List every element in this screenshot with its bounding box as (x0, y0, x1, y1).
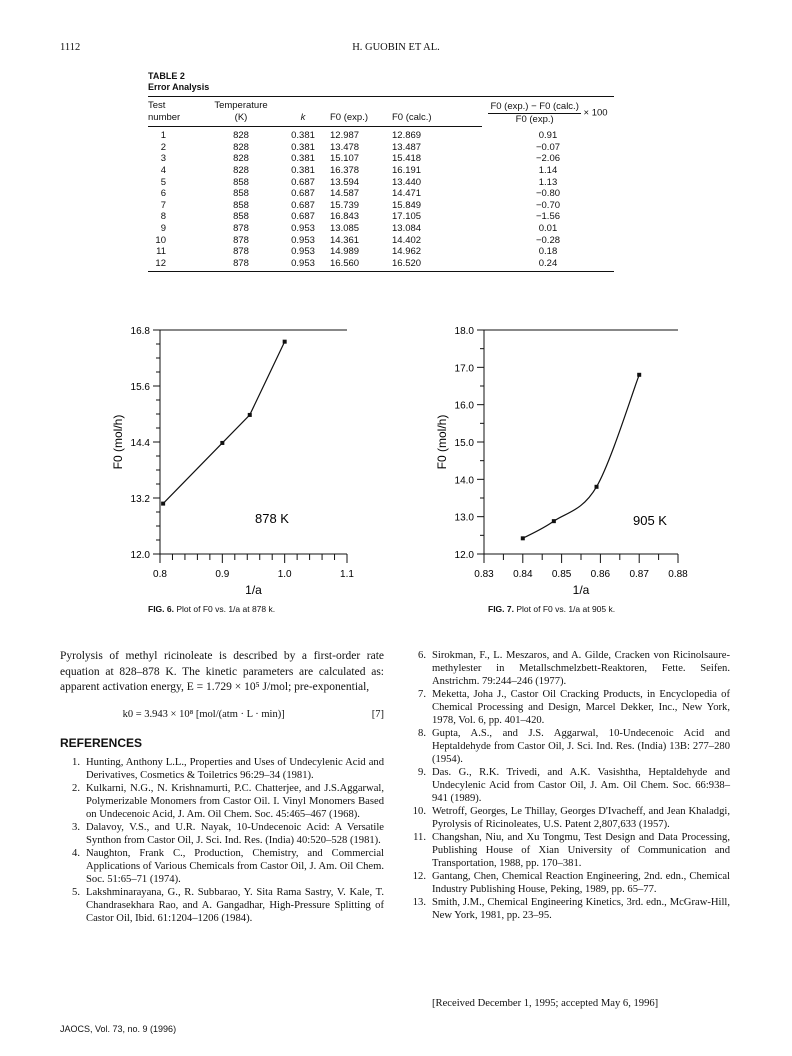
table-cell: 828 (233, 130, 249, 142)
table-cell (148, 258, 206, 272)
y-tick-label: 17.0 (454, 363, 474, 375)
table-cell: 0.953 (291, 234, 315, 246)
data-point (248, 413, 252, 417)
table-row (148, 142, 614, 154)
table-cell (148, 235, 206, 247)
y-tick-label: 16.8 (130, 326, 150, 337)
table-cell: 15.107 (330, 153, 360, 165)
reference-number: 12. (412, 871, 426, 882)
test-number-value: 6 (160, 188, 166, 200)
received-note: [Received December 1, 1995; accepted May 6, 1996] (432, 998, 659, 1009)
table-cell: 16.378 (330, 164, 360, 176)
reference-text: Wetroff, Georges, Le Thillay, Georges D'Ivacheff, and Jean Khaladgi, Pyrolysis of Ricinoleates, U.S. Patent 2,807,633 (1957). (432, 806, 730, 830)
table-cell: 0.24 (482, 258, 614, 272)
references-heading: REFERENCES (60, 736, 143, 750)
reference-text: Smith, J.M., Chemical Engineering Kinetics, 3rd. edn., McGraw-Hill, New York, 1981, pp. 23–95. (432, 897, 730, 921)
table-title (148, 71, 209, 93)
table-cell (148, 211, 206, 223)
figure-7-label: FIG. 7. (488, 604, 514, 614)
y-tick-label: 15.0 (454, 438, 474, 449)
table-cell: 14.989 (330, 246, 360, 258)
table-cell: 15.418 (392, 153, 422, 165)
table-cell: 13.440 (392, 176, 422, 188)
table-cell (148, 165, 206, 177)
table-cell: 12.987 (330, 130, 360, 142)
reference-text: Das. G., R.K. Trivedi, and A.K. Vasishtha, Heptaldehyde and Undecylenic Acid from Castor Oil, J. Am. Oil Chem. Soc. 66:938–941 (1989). (432, 767, 730, 804)
table-cell: 828 (233, 153, 249, 165)
reference-item (408, 688, 730, 727)
table-cell: −0.07 (535, 141, 561, 153)
table-cell: 0.381 (291, 141, 315, 153)
reference-item (62, 886, 384, 925)
reference-number: 1. (72, 757, 80, 768)
table-body (148, 127, 614, 272)
reference-text: Changshan, Niu, and Xu Tongmu, Test Design and Data Processing, Publishing House of Xian University of Communication and Transportation, 1988, pp. 170–381. (432, 832, 730, 869)
col-test: Test (148, 97, 206, 112)
y-tick-label: 14.4 (130, 438, 150, 449)
reference-item (408, 649, 730, 688)
table-cell: 878 (233, 222, 249, 234)
x-tick-label: 0.86 (590, 569, 611, 580)
table-cell: 0.01 (538, 222, 558, 234)
table-cell: 13.594 (330, 176, 360, 188)
reference-number: 4. (72, 848, 80, 859)
figure-6-chart (100, 318, 370, 598)
x-tick-label: 0.85 (551, 569, 572, 580)
table-cell: 0.687 (291, 211, 315, 223)
table-subtitle: Error Analysis (148, 82, 210, 92)
reference-text: Kulkarni, N.G., N. Krishnamurti, P.C. Chatterjee, and J.S.Aggarwal, Polymerizable Monomers from Castor Oil. I. Vinyl Monomers Based on Undecenoic Acid, J. Am. Oil Chem. Soc. 45:465–467 (1968). (86, 783, 384, 820)
table-cell: 858 (233, 199, 249, 211)
table-cell: −0.80 (535, 188, 561, 200)
table-cell: 0.953 (291, 222, 315, 234)
y-tick-label: 14.0 (454, 475, 474, 487)
reference-number: 7. (418, 689, 426, 700)
reference-text: Sirokman, F., L. Meszaros, and A. Gilde, Cracken von Ricinolsaure-methylester in Metallschmelzbett-Reaktoren, Fette. Seifen. Anstrichm. 79:244–246 (1977). (432, 650, 730, 687)
table-row (148, 127, 614, 142)
y-tick-label: 16.0 (454, 400, 474, 412)
reference-item (408, 727, 730, 766)
table-cell: 14.962 (392, 246, 422, 258)
x-tick-label: 0.87 (629, 569, 649, 580)
test-number-value: 7 (160, 199, 166, 211)
test-number-value: 8 (160, 211, 166, 223)
series-line (163, 342, 285, 504)
table-cell: −1.56 (535, 211, 561, 223)
data-point (161, 502, 165, 506)
table-cell: 0.381 (291, 153, 315, 165)
running-head: H. GUOBIN ET AL. (352, 42, 440, 53)
reference-text: Gantang, Chen, Chemical Reaction Engineering, 2nd. edn., Chemical Industry Publishing House, Peking, 1989, pp. 65–77. (432, 871, 730, 895)
test-number-value: 2 (160, 141, 166, 153)
table-cell: 14.361 (330, 234, 360, 246)
table-cell: 0.953 (276, 258, 330, 272)
reference-text: Gupta, A.S., and J.S. Aggarwal, 10-Undecenoic Acid and Heptaldehyde from Castor Oil, J. Sci. Ind. Res. (India) 13B: 277–280 (1954). (432, 728, 730, 765)
table-cell: 14.587 (330, 188, 360, 200)
data-point (283, 340, 287, 344)
error-multiplier: × 100 (583, 107, 608, 119)
table-cell: 0.953 (291, 246, 315, 258)
table-cell (148, 142, 206, 154)
y-tick-label: 12.0 (130, 550, 150, 561)
x-tick-label: 0.8 (153, 569, 167, 580)
journal-footer: JAOCS, Vol. 73, no. 9 (1996) (60, 1024, 177, 1034)
table-cell: 878 (206, 258, 276, 272)
x-tick-label: 1.0 (277, 569, 292, 580)
table-cell: 858 (233, 211, 249, 223)
equation (60, 709, 384, 720)
table-cell: 1.13 (538, 176, 558, 188)
test-number-value: 1 (160, 130, 166, 142)
x-tick-label: 0.83 (474, 569, 494, 580)
error-fraction (488, 101, 580, 125)
error-denominator: F0 (exp.) (515, 113, 554, 125)
figure-7-text: Plot of F0 vs. 1/a at 905 k. (516, 604, 616, 614)
table-cell: 17.105 (392, 211, 422, 223)
chart-annotation: 905 K (633, 513, 667, 528)
col-f0-calc: F0 (calc.) (392, 112, 482, 127)
table-cell: 15.739 (330, 199, 360, 211)
table-cell: 858 (233, 176, 249, 188)
table-cell (148, 188, 206, 200)
reference-item (408, 766, 730, 805)
y-tick-label: 13.0 (454, 512, 474, 524)
table-cell: 0.687 (291, 176, 315, 188)
reference-number: 10. (412, 806, 426, 817)
reference-text: Hunting, Anthony L.L., Properties and Uses of Undecylenic Acid and Derivatives, Cosmetics & Toiletrics 96:29–34 (1981). (86, 757, 384, 781)
y-tick-label: 12.0 (454, 550, 474, 561)
y-tick-label: 18.0 (454, 326, 474, 337)
equation-number: [7] (371, 709, 384, 720)
chart-annotation: 878 K (255, 511, 289, 526)
x-tick-label: 0.9 (215, 569, 230, 580)
table-cell: 878 (233, 246, 249, 258)
reference-number: 2. (72, 783, 80, 794)
table-cell: 16.843 (330, 211, 360, 223)
equation-text: k0 = 3.943 × 10⁸ [mol/(atm · L · min)] (122, 709, 285, 720)
references-list-right (408, 649, 730, 922)
test-number-value: 3 (160, 153, 166, 165)
table-row (148, 200, 614, 212)
table-cell: 878 (233, 234, 249, 246)
table-cell: 12.869 (392, 130, 422, 142)
table-cell: 0.381 (291, 130, 315, 142)
reference-number: 6. (418, 650, 426, 661)
table-cell: 15.849 (392, 199, 422, 211)
test-number-value: 10 (155, 234, 166, 246)
table-cell: 13.487 (392, 141, 422, 153)
col-f0-exp: F0 (exp.) (330, 112, 392, 127)
table-cell: 16.191 (392, 164, 422, 176)
table-row (148, 188, 614, 200)
test-number-value: 4 (160, 164, 166, 176)
data-point (521, 536, 525, 540)
table-cell (148, 223, 206, 235)
reference-item (408, 896, 730, 922)
table-cell (148, 153, 206, 165)
table-cell: 1.14 (538, 164, 558, 176)
y-axis-label: F0 (mol/h) (435, 414, 449, 470)
reference-number: 3. (72, 822, 80, 833)
x-tick-label: 0.84 (513, 569, 533, 580)
data-point (595, 485, 599, 489)
table-cell: 828 (233, 164, 249, 176)
table-cell: 13.085 (330, 222, 360, 234)
body-paragraph: Pyrolysis of methyl ricinoleate is described by a first-order rate equation at 828–878 K. The kinetic parameters are calculated as: apparent activation energy, E = 1.729 × 10⁵ J/mol; pre-exponential, (60, 650, 384, 693)
table-cell: 0.381 (291, 164, 315, 176)
reference-item (62, 782, 384, 821)
figure-6-caption (148, 604, 275, 614)
reference-item (62, 847, 384, 886)
reference-item (62, 756, 384, 782)
table-cell: −2.06 (535, 153, 561, 165)
table-cell: 0.687 (291, 188, 315, 200)
table-cell: −0.28 (535, 234, 561, 246)
error-analysis-table (148, 96, 614, 272)
figure-7-chart (410, 318, 710, 598)
reference-item (408, 870, 730, 896)
reference-item (408, 831, 730, 870)
reference-text: Lakshminarayana, G., R. Subbarao, Y. Sita Rama Sastry, V. Kale, T. Chandrasekhara Rao, and A. Gangadhar, High-Pressure Splitting of Castor Oil, Ibid. 61:1204–1206 (1984). (86, 887, 384, 924)
figure-7-caption (488, 604, 615, 614)
x-axis-label: 1/a (572, 583, 590, 597)
test-number-value: 5 (160, 176, 166, 188)
references-list-left (62, 756, 384, 925)
y-tick-label: 13.2 (130, 494, 150, 505)
data-point (637, 373, 641, 377)
y-axis-label: F0 (mol/h) (111, 414, 125, 470)
test-number-value: 9 (160, 222, 166, 234)
reference-text: Meketta, Joha J., Castor Oil Cracking Products, in Encyclopedia of Chemical Processing and Design, Marcel Dekker, Inc., New York, 1978, Vol. 6, pp. 401–420. (432, 689, 730, 726)
reference-number: 13. (412, 897, 426, 908)
table-cell (148, 127, 206, 142)
table-row (148, 153, 614, 165)
table-row (148, 165, 614, 177)
x-tick-label: 0.88 (668, 569, 688, 580)
table-cell: 13.084 (392, 222, 422, 234)
table-cell: 16.520 (392, 258, 482, 272)
x-tick-label: 1.1 (340, 569, 354, 580)
col-k: k (276, 112, 330, 127)
reference-item (408, 805, 730, 831)
reference-number: 5. (72, 887, 80, 898)
error-numerator: F0 (exp.) − F0 (calc.) (490, 101, 579, 113)
table-cell: 828 (233, 141, 249, 153)
table-cell: 14.402 (392, 234, 422, 246)
table-cell: 16.560 (330, 258, 392, 272)
col-temperature-unit: (K) (206, 112, 276, 127)
table-cell: 0.687 (291, 199, 315, 211)
figure-6-label: FIG. 6. (148, 604, 174, 614)
figure-6-text: Plot of F0 vs. 1/a at 878 k. (176, 604, 276, 614)
table-cell (148, 246, 206, 258)
reference-number: 11. (413, 832, 426, 843)
table-label: TABLE 2 (148, 71, 185, 81)
col-percent-error (482, 97, 614, 127)
y-tick-label: 15.6 (130, 382, 150, 393)
reference-item (62, 821, 384, 847)
table-row (148, 258, 614, 272)
reference-text: Naughton, Frank C., Production, Chemistry, and Commercial Applications of Various Chemicals from Castor Oil, J. Am. Oil Chem. Soc. 51:65–71 (1974). (86, 848, 384, 885)
table-row (148, 235, 614, 247)
table-cell: 14.471 (392, 188, 422, 200)
col-test-number: number (148, 112, 206, 127)
series-line (523, 375, 639, 539)
col-temperature: Temperature (206, 97, 276, 112)
table-row (148, 246, 614, 258)
data-point (220, 441, 224, 445)
x-axis-label: 1/a (245, 583, 262, 597)
page-number: 1112 (60, 42, 81, 53)
test-number-value: 11 (156, 246, 166, 258)
reference-text: Dalavoy, V.S., and U.R. Nayak, 10-Undecenoic Acid: A Versatile Synthon from Castor Oil, J. Sci. Ind. Res. (India) 40:520–528 (1981). (86, 822, 384, 846)
test-number-value: 12 (155, 257, 166, 269)
table-cell: 0.18 (538, 246, 558, 258)
table-cell: 0.91 (538, 129, 558, 141)
table-cell: −0.70 (535, 199, 561, 211)
table-cell (148, 200, 206, 212)
table-cell: 13.478 (330, 141, 360, 153)
table-row (148, 211, 614, 223)
table-cell: 858 (233, 188, 249, 200)
reference-number: 8. (418, 728, 426, 739)
table-row (148, 177, 614, 189)
table-cell (148, 177, 206, 189)
reference-number: 9. (418, 767, 426, 778)
table-row (148, 223, 614, 235)
data-point (552, 519, 556, 523)
